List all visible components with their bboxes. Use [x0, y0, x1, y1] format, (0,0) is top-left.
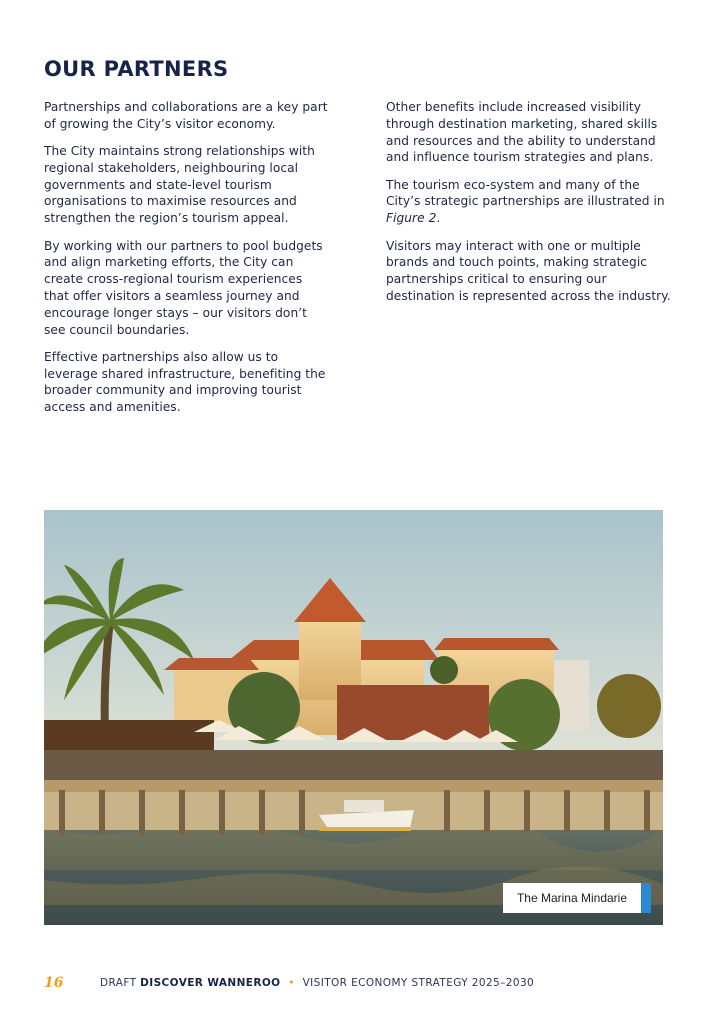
paragraph: Effective partnerships also allow us to leverage shared infrastructure, benefiting the broader community and improving tourist access and amenities.	[44, 349, 326, 415]
caption-accent-bar	[641, 883, 651, 913]
footer-separator: •	[288, 977, 295, 989]
paragraph-text: The tourism eco-system and many of the City’s strategic partnerships are illustrated in	[386, 177, 665, 209]
paragraph: The City maintains strong relationships with regional stakeholders, neighbouring local governments and state-level tourism organisations to maximise resources and strengthen the region’s tourism appeal.	[44, 144, 315, 226]
paragraph	[386, 177, 671, 227]
page-footer	[44, 975, 534, 991]
draft-label: DRAFT	[100, 977, 137, 989]
caption-text: The Marina Mindarie	[516, 891, 627, 905]
paragraph: Partnerships and collaborations are a key part of growing the City’s visitor economy.	[44, 100, 328, 131]
brand-name: DISCOVER WANNEROO	[140, 977, 281, 989]
document-title: VISITOR ECONOMY STRATEGY 2025–2030	[302, 977, 535, 989]
paragraph: Other benefits include increased visibility through destination marketing, shared skills and resources and the ability to understand and influence tourism strategies and plans.	[386, 100, 658, 165]
paragraph: Visitors may interact with one or multiple brands and touch points, making strategic partnerships critical to ensuring our destination is represented across the industry.	[386, 238, 671, 303]
page-number: 16	[44, 975, 64, 991]
marina-photo	[44, 510, 663, 925]
page-title: OUR PARTNERS	[44, 57, 229, 81]
right-column	[386, 99, 671, 315]
footer-text	[100, 977, 534, 989]
marina-illustration	[44, 510, 663, 925]
left-column	[44, 99, 329, 427]
photo-caption	[503, 883, 651, 913]
paragraph-text: .	[436, 211, 441, 226]
paragraph: By working with our partners to pool budgets and align marketing efforts, the City can create cross-regional tourism experiences that offer visitors a seamless journey and encourage longer stays – our visitors don’t see council boundaries.	[44, 238, 323, 337]
figure-reference-link[interactable]: Figure 2	[386, 211, 437, 226]
